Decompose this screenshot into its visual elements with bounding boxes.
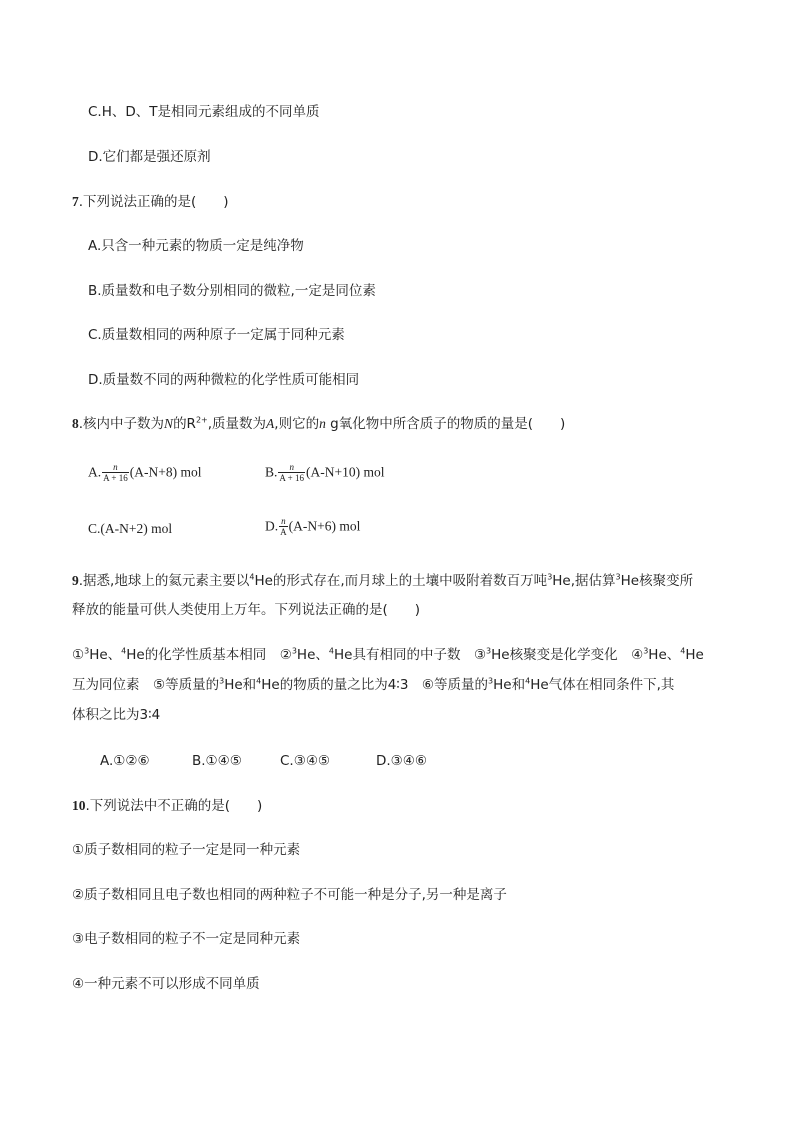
q8-stem <box>72 414 565 434</box>
q9-text: He,据估算 <box>552 573 616 589</box>
fraction-denominator: A + 16 <box>103 473 128 483</box>
q8-charge: 2+ <box>195 415 208 425</box>
q7-number: 7 <box>72 194 79 209</box>
q9-text: He具有相同的中子数 ③ <box>333 647 487 663</box>
mass-number: 3 <box>615 572 621 582</box>
q8-number: 8 <box>72 416 79 431</box>
q6-option-c <box>88 102 320 122</box>
q8-option-c-text: C.(A-N+2) mol <box>88 521 173 536</box>
q9-text: He和 <box>224 677 257 693</box>
fraction-numerator: n <box>289 462 294 472</box>
q10-statement-text: ④一种元素不可以形成不同单质 <box>72 976 260 992</box>
q9-option-c <box>280 751 330 771</box>
mass-number: 3 <box>291 646 297 656</box>
q9-text: He、 <box>648 647 681 663</box>
q8-stem-part: 的R <box>173 416 196 432</box>
q7-option-c <box>88 325 345 345</box>
q10-statement-text: ①质子数相同的粒子一定是同一种元素 <box>72 842 301 858</box>
q9-text: 释放的能量可供人类使用上万年。下列说法正确的是( ) <box>72 602 421 618</box>
q7-option-b <box>88 281 376 301</box>
q8-option-b <box>265 462 384 483</box>
q7-option-a <box>88 236 304 256</box>
q10-stem-text: .下列说法中不正确的是( ) <box>85 798 263 814</box>
q10-statement-2 <box>72 885 507 905</box>
q8-option-c <box>88 519 172 539</box>
q7-option-a-text: A.只含一种元素的物质一定是纯净物 <box>88 238 304 254</box>
q9-text: He核聚变所 <box>620 573 694 589</box>
mass-number: 4 <box>328 646 334 656</box>
q9-option-a <box>100 751 150 771</box>
q8-option-d-expr: (A-N+6) mol <box>288 518 361 534</box>
mass-number: 3 <box>486 646 492 656</box>
q9-statements-line3 <box>72 705 160 725</box>
mass-number: 4 <box>525 676 531 686</box>
q10-stem <box>72 796 262 816</box>
q10-number: 10 <box>72 798 86 813</box>
mass-number: 4 <box>121 646 127 656</box>
q9-text: He、 <box>89 647 122 663</box>
fraction-denominator: A + 16 <box>279 473 304 483</box>
mass-number: 3 <box>219 676 225 686</box>
q8-option-b-label: B. <box>265 464 278 480</box>
mass-number: 3 <box>547 572 553 582</box>
q9-text: He核聚变是化学变化 ④ <box>491 647 644 663</box>
q9-text: ① <box>72 647 85 663</box>
q7-stem-text: .下列说法正确的是( ) <box>78 194 229 210</box>
q9-option-d-text: D.③④⑥ <box>376 753 427 769</box>
q7-stem <box>72 192 229 212</box>
q7-option-d-text: D.质量数不同的两种微粒的化学性质可能相同 <box>88 372 360 388</box>
q9-text: He和 <box>493 677 526 693</box>
q9-stem-line2 <box>72 600 420 620</box>
q10-statement-text: ③电子数相同的粒子不一定是同种元素 <box>72 931 301 947</box>
mass-number: 4 <box>680 646 686 656</box>
q9-text: He的物质的量之比为4∶3 ⑥等质量的 <box>261 677 489 693</box>
q8-stem-part: .核内中子数为 <box>78 416 165 432</box>
q9-statements-line1 <box>72 645 704 665</box>
q10-statement-3 <box>72 929 300 949</box>
q9-statements-line2 <box>72 675 674 695</box>
q6-option-d-text: D.它们都是强还原剂 <box>88 149 211 165</box>
q8-option-a <box>88 462 201 483</box>
q9-text: He气体在相同条件下,其 <box>530 677 675 693</box>
fraction-numerator: n <box>113 462 118 472</box>
mass-number: 3 <box>643 646 649 656</box>
q8-option-d-fraction <box>279 516 288 537</box>
q7-option-c-text: C.质量数相同的两种原子一定属于同种元素 <box>88 327 345 343</box>
q6-option-d <box>88 147 211 167</box>
q10-statement-1 <box>72 840 300 860</box>
q8-option-b-fraction <box>278 462 305 483</box>
mass-number: 4 <box>256 676 262 686</box>
q8-stem-part: ,质量数为 <box>207 416 267 432</box>
q10-statement-4 <box>72 974 260 994</box>
q9-stem-line1 <box>72 571 693 591</box>
q9-text: He的形式存在,而月球上的土壤中吸附着数百万吨 <box>254 573 548 589</box>
q8-option-d <box>265 516 360 537</box>
q7-option-b-text: B.质量数和电子数分别相同的微粒,一定是同位素 <box>88 283 376 299</box>
q8-option-a-fraction <box>102 462 129 483</box>
q8-option-b-expr: (A-N+10) mol <box>305 464 385 480</box>
mass-number: 4 <box>249 572 255 582</box>
q9-text: 互为同位素 ⑤等质量的 <box>72 677 220 693</box>
q8-var-n: N <box>164 416 174 431</box>
q9-text: He、 <box>296 647 329 663</box>
q8-stem-part: ,则它的 <box>274 416 320 432</box>
mass-number: 3 <box>488 676 494 686</box>
q9-option-b <box>192 751 242 771</box>
q7-option-d <box>88 370 359 390</box>
q9-option-a-text: A.①②⑥ <box>100 753 150 769</box>
q8-stem-part: g氧化物中所含质子的物质的量是( ) <box>325 416 566 432</box>
mass-number: 3 <box>84 646 90 656</box>
fraction-numerator: n <box>281 516 286 526</box>
q9-option-d <box>376 751 427 771</box>
q9-text: 体积之比为3∶4 <box>72 707 161 723</box>
q9-text: He <box>685 647 704 663</box>
q8-option-d-label: D. <box>265 518 279 534</box>
q8-option-a-expr: (A-N+8) mol <box>129 464 202 480</box>
q10-statement-text: ②质子数相同且电子数也相同的两种粒子不可能一种是分子,另一种是离子 <box>72 887 507 903</box>
q9-text: He的化学性质基本相同 ② <box>126 647 292 663</box>
q9-text: .据悉,地球上的氦元素主要以 <box>78 573 250 589</box>
q9-option-c-text: C.③④⑤ <box>280 753 331 769</box>
q9-number: 9 <box>72 573 79 588</box>
q8-var-a: A <box>266 416 275 431</box>
q8-option-a-label: A. <box>88 464 102 480</box>
q9-option-b-text: B.①④⑤ <box>192 753 242 769</box>
fraction-denominator: A <box>280 527 287 537</box>
q6-option-c-text: C.H、D、T是相同元素组成的不同单质 <box>88 104 320 120</box>
q8-var-small-n: n <box>319 416 326 431</box>
